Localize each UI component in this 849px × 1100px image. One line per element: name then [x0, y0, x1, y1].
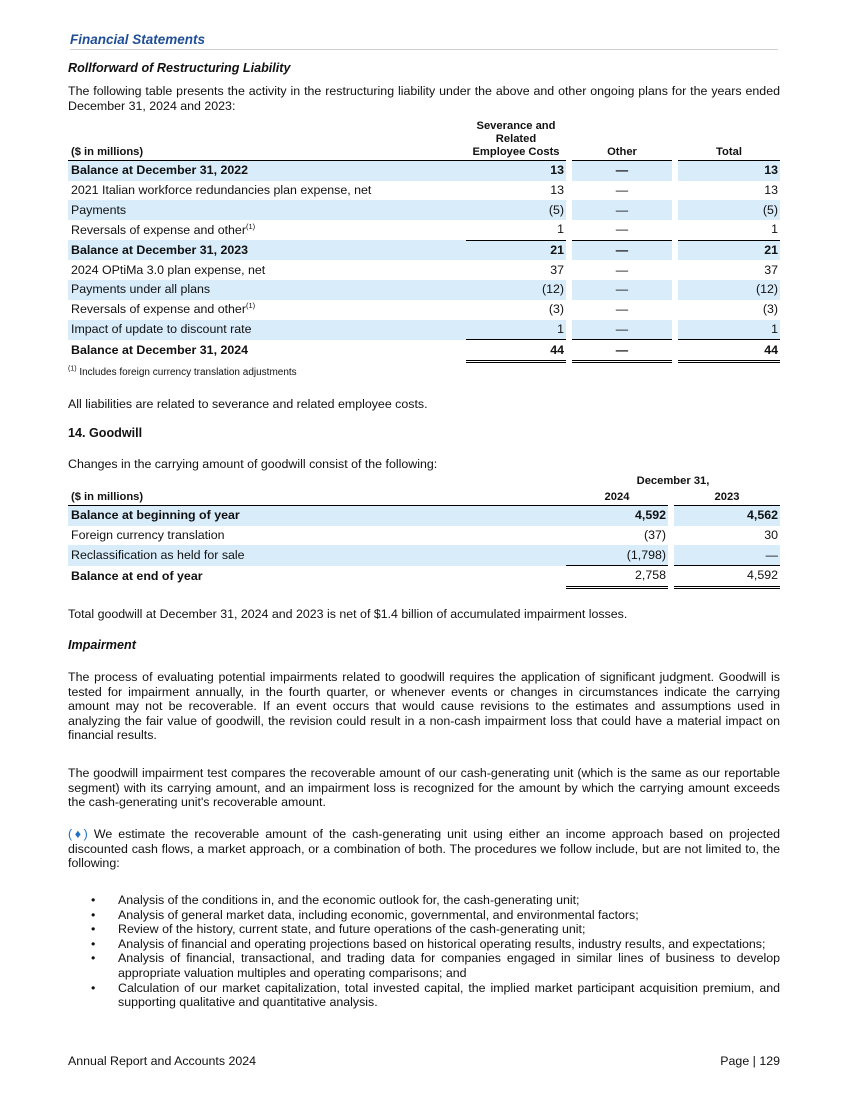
impairment-paragraph-3: (♦) We estimate the recoverable amount of the cash-generating unit using either an income approach based on projected discounted cash flows, a market approach, or a combination of both. The procedures we follow include, but are not limited to, the following: [68, 827, 781, 871]
goodwill-table [68, 475, 780, 589]
table-row: Reversals of expense and other$^{(1)}$ 1 — 1 [68, 220, 780, 240]
table-header-row [68, 120, 780, 161]
table-row: 2021 Italian workforce redundancies plan expense, net 13 — 13 [68, 181, 780, 201]
procedures-list [68, 893, 780, 1010]
units-label: ($ in millions) [68, 491, 566, 506]
table-row: Impact of update to discount rate 1 — 1 [68, 320, 780, 340]
table-row: Balance at end of year 2,758 4,592 [68, 566, 780, 588]
restructuring-title: Rollforward of Restructuring Liability [68, 61, 291, 75]
restructuring-table [68, 120, 780, 363]
list-item: • Calculation of our market capitalization, total invested capital, the implied market participant acquisition premium, and supporting qualitative and quantitative analysis. [68, 981, 780, 1010]
restructuring-intro: The following table presents the activity in the restructuring liability under the above and other ongoing plans for the years ended December 31, 2024 and 2023: [68, 84, 780, 113]
col-total-header: Total [678, 120, 780, 161]
list-item: • Analysis of financial and operating projections based on historical operating results, industry results, and expectations; [68, 937, 780, 952]
table-row: Balance at December 31, 2023 21 — 21 [68, 240, 780, 260]
diamond-marker: (♦) [68, 827, 88, 841]
list-item: • Analysis of the conditions in, and the economic outlook for, the cash-generating unit; [68, 893, 780, 908]
date-header: December 31, [566, 475, 780, 491]
table-row: 2024 OPtiMa 3.0 plan expense, net 37 — 37 [68, 260, 780, 280]
restructuring-note: All liabilities are related to severance and related employee costs. [68, 397, 428, 411]
list-item: • Analysis of general market data, including economic, governmental, and environmental factors; [68, 908, 780, 923]
impairment-title: Impairment [68, 638, 136, 652]
col-2024-header: 2024 [566, 491, 668, 506]
section-header: Financial Statements [70, 32, 778, 50]
table-header-date-row [68, 475, 780, 491]
table-row: Reversals of expense and other$^{(1)}$ (3) — (3) [68, 300, 780, 320]
goodwill-title: 14. Goodwill [68, 426, 143, 440]
table-row: Balance at December 31, 2024 44 — 44 [68, 340, 780, 362]
table-header-row [68, 491, 780, 506]
table-row: Balance at beginning of year 4,592 4,562 [68, 506, 780, 526]
footer-title: Annual Report and Accounts 2024 [68, 1054, 257, 1068]
table-row: Payments under all plans (12) — (12) [68, 280, 780, 300]
col-2023-header: 2023 [674, 491, 780, 506]
table-row: Foreign currency translation (37) 30 [68, 526, 780, 546]
footnote: $^{(1)}$ Includes foreign currency translation adjustments [68, 365, 297, 378]
goodwill-intro: Changes in the carrying amount of goodwill consist of the following: [68, 457, 438, 471]
col-severance-header: Severance and Related Employee Costs [466, 120, 566, 161]
col-other-header: Other [572, 120, 672, 161]
table-row: Reclassification as held for sale (1,798) — [68, 545, 780, 565]
table-row: Payments (5) — (5) [68, 200, 780, 220]
impairment-paragraph-1: The process of evaluating potential impairments related to goodwill requires the application of significant judgment. Goodwill is tested for impairment annually, in the fourth quarter, or whenever events or changes in circumstances indicate the carrying amount may not be recoverable. If an event occurs that would cause revisions to the estimates and assumptions used in analyzing the fair value of goodwill, the revision could result in a non-cash impairment loss that could have a material impact on financial results. [68, 670, 780, 743]
page-number: Page | 129 [720, 1054, 780, 1068]
table-row: Balance at December 31, 2022 13 — 13 [68, 161, 780, 181]
impairment-paragraph-2: The goodwill impairment test compares the recoverable amount of our cash-generating unit (which is the same as our reportable segment) with its carrying amount, and an impairment loss is recognized for the amount by which the carrying amount exceeds the cash-generating unit's recoverable amount. [68, 766, 780, 810]
goodwill-note: Total goodwill at December 31, 2024 and 2023 is net of $1.4 billion of accumulated impairment losses. [68, 607, 628, 621]
list-item: • Review of the history, current state, and future operations of the cash-generating unit; [68, 922, 780, 937]
list-item: • Analysis of financial, transactional, and trading data for companies engaged in similar lines of business to develop appropriate valuation multiples and operating comparisons; and [68, 951, 780, 980]
units-label: ($ in millions) [68, 120, 466, 161]
